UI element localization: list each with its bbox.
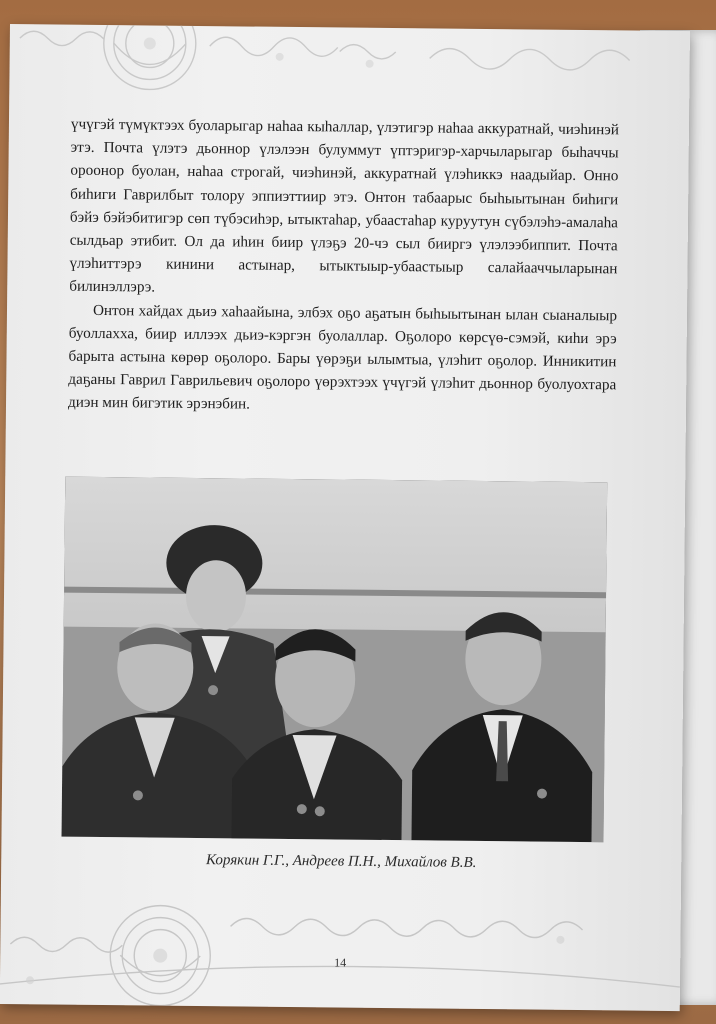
paragraph-2: Онтон хайдах дьиэ хаһаайына, элбэх оҕо аҕатын быһыытынан ылан сыаналыыр буоллахха, биир иллээх дьиэ-кэргэн буолаллар. Оҕолоро көрсүө-сэмэй, киһи эрэ барыта астына көрөр оҕолоро. Бары үөрэҕи ылымтыа, үлэһит оҕолор. Инникитин даҕаны Гаврил Гаврильевич оҕолоро үөрэхтээх үчүгэй үлэһит дьоннор буолуохтара диэн мин бигэтик эрэнэбин.: [67, 301, 618, 413]
photo-caption: Корякин Г.Г., Андреев П.Н., Михайлов В.В.: [205, 852, 477, 871]
body-text: [68, 113, 619, 420]
top-ornament: [9, 24, 690, 111]
paragraph-1: үчүгэй түмүктээх буоларыгар наһаа кыһаллар, үлэтигэр наһаа аккуратнай, чиэһинэй этэ. Почта үлэтэ дьоннор үлэлээн булуммут үптэригэр-харчыларыгар быһаччы ороонор буолан, наһаа строгай, чиэһинэй, аккуратнай үлэһиккэ наадыйар. Онно биһиги Гаврилбыт толору эппиэттиир этэ. Онтон табаарыс быһыытынан биһиги бэйэ бэйэбитигэр сөп түбэсиһэр, ытыктаһар, убаастаһар куруутун сүбэлэһэ-амалаһа сылдьар этибит. Ол да иһин биир үлэҕэ 20-чэ сыл бииргэ үлэлээбиппит. Почта үлэһиттэрэ кинини астынар, ытыктыыр-убаастыыр салайааччыларынан билинэллэрэ.: [69, 115, 620, 296]
group-photo: [61, 477, 607, 843]
photo-illustration: [61, 477, 607, 843]
page-number: 14: [334, 955, 347, 970]
book-page: [0, 24, 690, 1011]
bottom-ornament: [0, 884, 681, 1011]
